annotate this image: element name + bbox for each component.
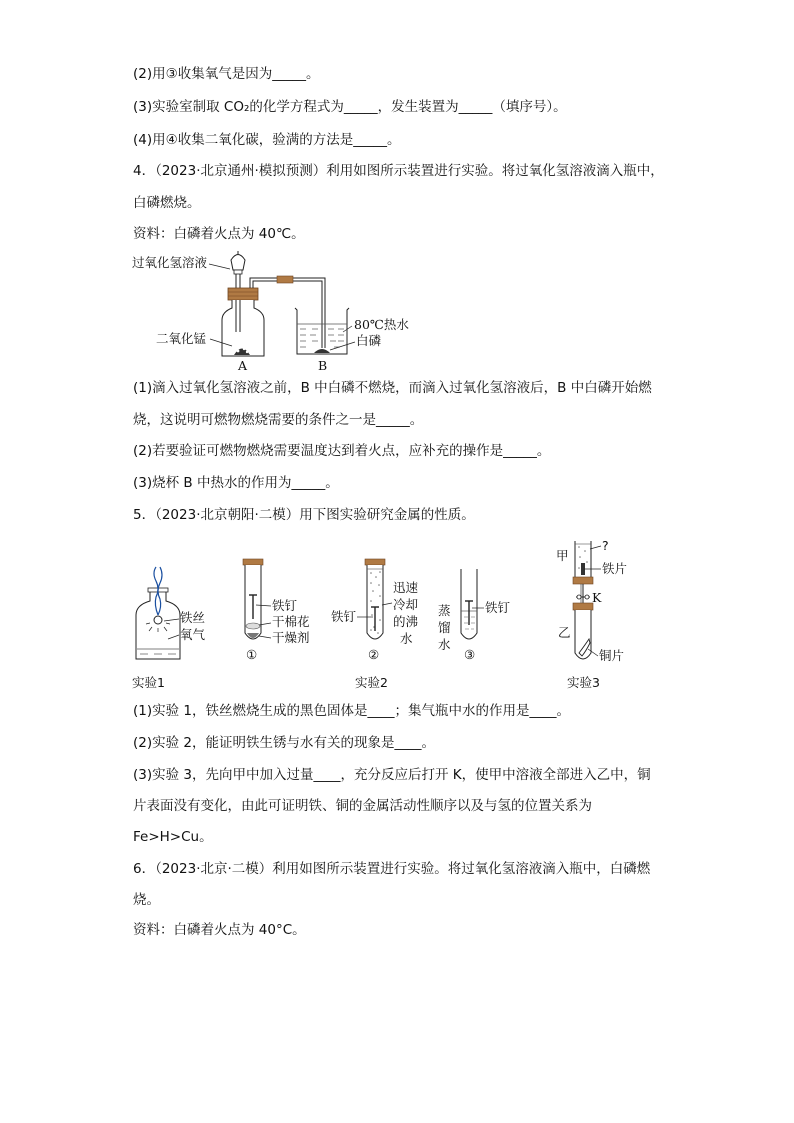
label-boiled-3: 的沸 — [393, 614, 419, 629]
separatory-funnel-icon — [231, 251, 245, 288]
label-hot-water: 80℃热水 — [354, 317, 409, 332]
figure-iron-experiments — [128, 535, 648, 693]
label-question: ? — [602, 538, 609, 553]
label-cotton: 干棉花 — [272, 614, 310, 629]
text-line: 片表面没有变化，由此可证明铁、铜的金属活动性顺序以及与氢的位置关系为 — [133, 798, 592, 814]
apparatus-experiment-3 — [573, 541, 593, 659]
label-experiment-3: 实验3 — [567, 675, 600, 690]
rubber-connector — [277, 276, 293, 283]
text-line: (3)烧杯 B 中热水的作用为_____。 — [133, 475, 339, 491]
label-oxygen: 氧气 — [180, 627, 206, 642]
text-line: (1)实验 1，铁丝燃烧生成的黑色固体是____；集气瓶中水的作用是____。 — [133, 703, 571, 719]
label-phosphorus: 白磷 — [356, 333, 382, 348]
label-b: B — [318, 358, 328, 373]
label-copper-plate: 铜片 — [599, 648, 625, 663]
label-nail-2: 铁钉 — [331, 609, 357, 624]
label-desiccant: 干燥剂 — [272, 630, 310, 645]
label-iron-wire: 铁丝 — [180, 610, 206, 625]
info-line: 资料：白磷着火点为 40℃。 — [133, 226, 305, 242]
text-line: (3)实验 3，先向甲中加入过量____，充分反应后打开 K，使甲中溶液全部进入乙中，铜 — [133, 767, 651, 783]
cotton-icon — [246, 623, 260, 629]
label-jia: 甲 — [556, 548, 569, 563]
label-experiment-1: 实验1 — [132, 675, 165, 690]
label-yi: 乙 — [558, 625, 571, 640]
text-line: Fe>H>Cu。 — [133, 829, 213, 845]
text-line: 白磷燃烧。 — [133, 195, 201, 211]
label-boiled-2: 冷却 — [393, 597, 419, 612]
label-iron-plate: 铁片 — [602, 561, 628, 576]
test-tube-2 — [365, 559, 385, 639]
bottle-a — [222, 300, 264, 356]
label-k: K — [592, 590, 602, 605]
stopper-a — [228, 288, 258, 300]
test-tube-1 — [243, 559, 263, 639]
white-phosphorus-icon — [314, 349, 330, 353]
text-line: (3)实验室制取 CO₂的化学方程式为_____，发生装置为_____（填序号）。 — [133, 99, 567, 115]
question-4-stem: 4．（2023·北京通州·模拟预测）利用如图所示装置进行实验。将过氧化氢溶液滴入瓶中， — [133, 163, 664, 179]
text-line: 烧。 — [133, 892, 160, 908]
question-6-stem: 6．（2023·北京·二模）利用如图所示装置进行实验。将过氧化氢溶液滴入瓶中，白磷燃 — [133, 861, 651, 877]
label-tube-2: ② — [368, 647, 380, 662]
gas-jar-experiment-1 — [136, 567, 180, 659]
label-tube-3: ③ — [464, 647, 476, 662]
info-line: 资料：白磷着火点为 40°C。 — [133, 922, 306, 938]
label-distilled-2: 馏 — [438, 620, 451, 635]
label-boiled-4: 水 — [400, 631, 413, 646]
text-line: (2)实验 2，能证明铁生锈与水有关的现象是____。 — [133, 735, 436, 751]
text-line: (2)用③收集氧气是因为_____。 — [133, 66, 320, 82]
text-line: 烧，这说明可燃物燃烧需要的条件之一是_____。 — [133, 412, 424, 428]
label-experiment-2: 实验2 — [355, 675, 388, 690]
figure-apparatus-ab — [130, 250, 430, 374]
label-nail-3: 铁钉 — [485, 600, 511, 615]
question-5-stem: 5．（2023·北京朝阳·二模）用下图实验研究金属的性质。 — [133, 507, 475, 523]
test-tube-3 — [461, 569, 477, 639]
text-line: (4)用④收集二氧化碳，验满的方法是_____。 — [133, 132, 401, 148]
text-line: (2)若要验证可燃物燃烧需要温度达到着火点，应补充的操作是_____。 — [133, 443, 551, 459]
text-line: (1)滴入过氧化氢溶液之前，B 中白磷不燃烧，而滴入过氧化氢溶液后，B 中白磷开始燃 — [133, 380, 652, 396]
label-h2o2: 过氧化氢溶液 — [132, 255, 208, 270]
label-nail-1: 铁钉 — [272, 598, 298, 613]
label-distilled-1: 蒸 — [438, 603, 451, 618]
label-distilled-3: 水 — [438, 637, 451, 652]
label-mno2: 二氧化锰 — [156, 331, 207, 346]
label-tube-1: ① — [246, 647, 258, 662]
label-a: A — [238, 358, 248, 373]
label-boiled-1: 迅速 — [393, 580, 419, 595]
